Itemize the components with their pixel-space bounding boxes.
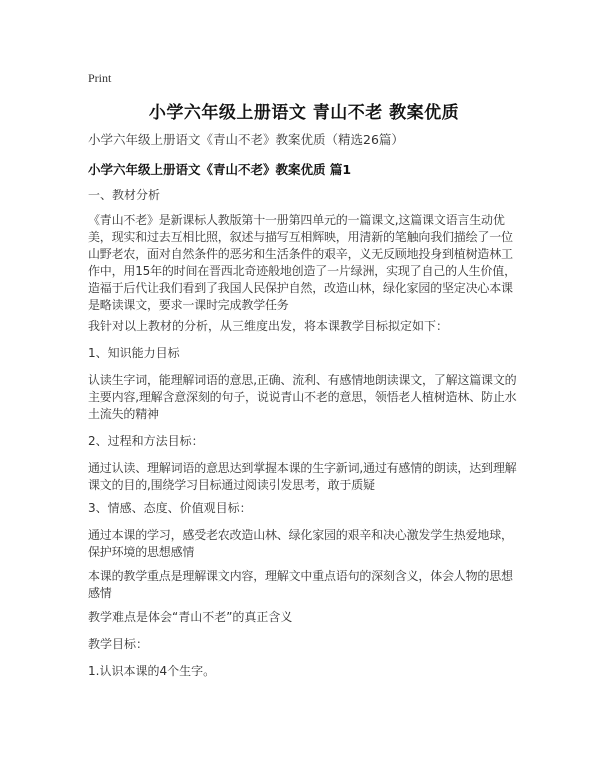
- paragraph-heading-analysis: 一、教材分析: [88, 188, 161, 202]
- paragraph-difficulty: 教学难点是体会“青山不老”的真正含义: [88, 610, 293, 624]
- paragraph-heading-process: 2、过程和方法目标：: [88, 434, 204, 448]
- paragraph-process: 通过认读、理解词语的意思达到掌握本课的生字新词,通过有感情的朗读，达到理解课文的目的,围绕学习目标通过阅读引发思考，敢于质疑: [88, 461, 517, 492]
- paragraph-key-points: 本课的教学重点是理解课文内容，理解文中重点语句的深刻含义，体会人物的思想感情: [88, 569, 513, 600]
- paragraph-objectives-lead: 我针对以上教材的分析，从三维度出发，将本课教学目标拟定如下：: [88, 319, 449, 333]
- paragraph-emotion: 通过本课的学习，感受老农改造山林、绿化家园的艰辛和决心激发学生热爱地球，保护环境的思想感情: [88, 528, 513, 559]
- paragraph-knowledge: 认读生字词，能理解词语的意思,正确、流利、有感情地朗读课文，了解这篇课文的主要内容,理解含意深刻的句子，说说青山不老的意思，领悟老人植树造林、防止水土流失的精神: [88, 373, 517, 421]
- paragraph-heading-goals: 教学目标：: [88, 637, 149, 651]
- paragraph-intro: 《青山不老》是新课标人教版第十一册第四单元的一篇课文,这篇课文语言生动优美，现实和过去互相比照，叙述与描写互相辉映，用清新的笔触向我们描绘了一位山野老农，面对自然条件的恶劣和生活条件的艰辛，义无反顾地投身到植树造林工作中，用15年的时间在晋西北奇迹般地创造了一片绿洲，实现了自己的人生价值，造福于后代让我们看到了我国人民保护自然，改造山林，绿化家园的坚定决心本课是略读课文，要求一课时完成教学任务: [88, 213, 516, 312]
- section-heading: 小学六年级上册语文《青山不老》教案优质 篇1: [88, 162, 352, 177]
- paragraph-heading-emotion: 3、情感、态度、价值观目标：: [88, 501, 252, 515]
- paragraph-heading-knowledge: 1、知识能力目标: [88, 346, 180, 360]
- page-title: 小学六年级上册语文 青山不老 教案优质: [148, 103, 460, 123]
- paragraph-goal-1: 1.认识本课的4个生字。: [88, 664, 216, 678]
- document-subtitle: 小学六年级上册语文《青山不老》教案优质（精选26篇）: [88, 132, 404, 147]
- print-label: Print: [88, 71, 112, 85]
